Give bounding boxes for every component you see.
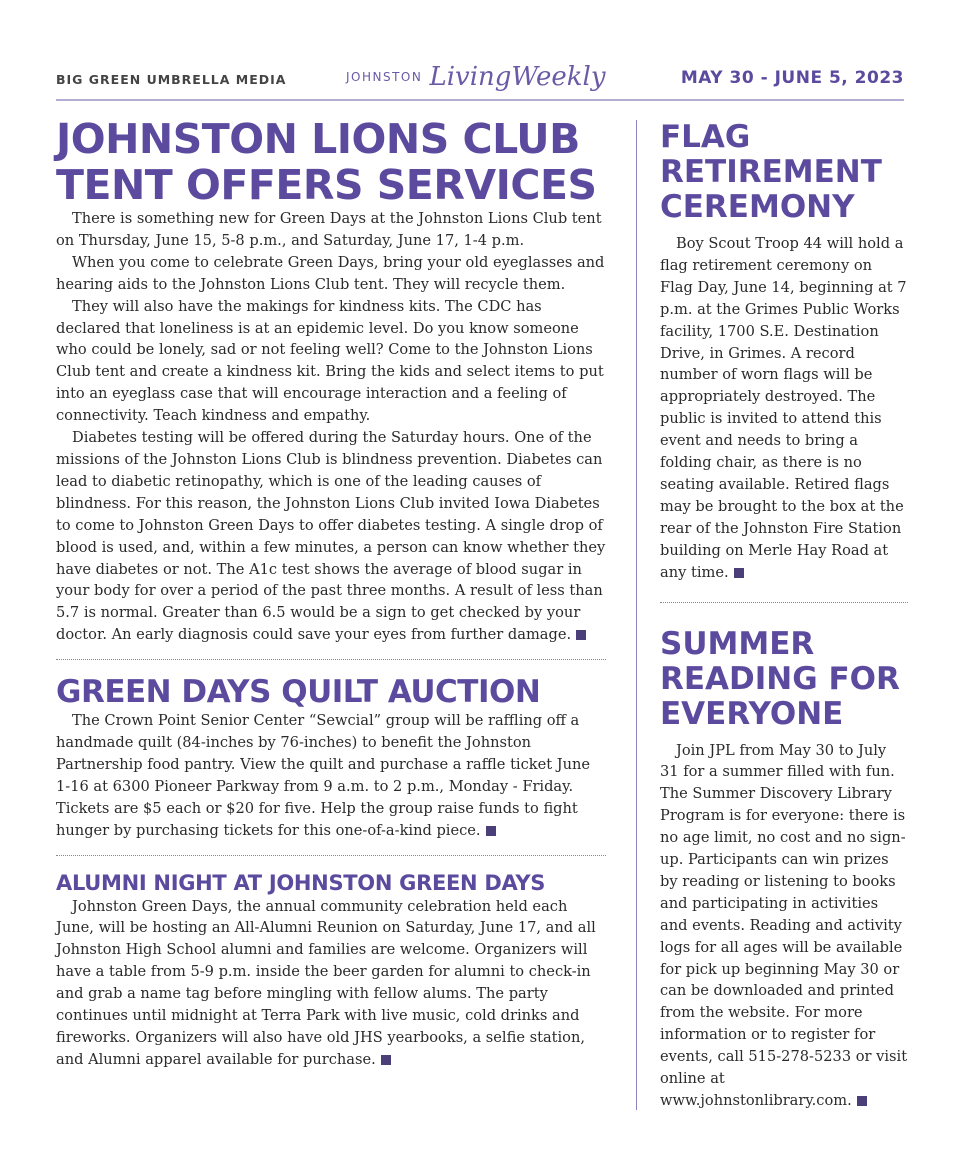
article-headline: SUMMER READING FOR EVERYONE (660, 625, 900, 732)
masthead-title: LivingWeekly (429, 62, 606, 92)
article-headline: ALUMNI NIGHT AT JOHNSTON GREEN DAYS (56, 870, 546, 895)
paragraph-text: Johnston Green Days, the annual community celebration held each June, will be hosting an All-Alumni Reunion on Saturday, June 17, and all Johnston High School alumni and families are welcome. Organizers will have a table from 5-9 p.m. inside the beer garden for alumni to check-in and grab a name tag before mingling with fellow alums. The party continues until midnight at Terra Park with live music, cold drinks and fireworks. Organizers will also have old JHS yearbooks, a selfie station, and Alumni apparel available for purchase. (56, 897, 596, 1068)
publisher-name: BIG GREEN UMBRELLA MEDIA (56, 72, 287, 87)
end-mark-icon (576, 630, 586, 640)
article-lions-club (56, 116, 606, 646)
main-column (56, 116, 606, 1071)
end-mark-icon (486, 826, 496, 836)
dotted-separator (56, 659, 606, 660)
article-paragraph: There is something new for Green Days at the Johnston Lions Club tent on Thursday, June 15, 5-8 p.m., and Saturday, June 17, 1-4 p.m. (56, 210, 602, 249)
column-divider (636, 120, 637, 1110)
article-paragraph (56, 427, 606, 646)
article-paragraph (660, 740, 908, 1112)
end-mark-icon (734, 568, 744, 578)
paragraph-text: Boy Scout Troop 44 will hold a flag retirement ceremony on Flag Day, June 14, beginning at 7 p.m. at the Grimes Public Works facility, 1700 S.E. Destination Drive, in Grimes. A record number of worn flags will be appropriately destroyed. The public is invited to attend this event and needs to bring a folding chair, as there is no seating available. Retired flags may be brought to the box at the rear of the Johnston Fire Station building on Merle Hay Road at any time. (660, 235, 907, 581)
dotted-separator (56, 855, 606, 856)
article-summer-reading (660, 627, 908, 1112)
article-paragraph (660, 233, 908, 584)
page-header (56, 62, 904, 98)
paragraph-text: Diabetes testing will be offered during the Saturday hours. One of the missions of the Johnston Lions Club is blindness prevention. Diabetes can lead to diabetic retinopathy, which is one of the leading causes of blindness. For this reason, the Johnston Lions Club invited Iowa Diabetes to come to Johnston Green Days to offer diabetes testing. A single drop of blood is used, and, within a few minutes, a person can know whether they have diabetes or not. The A1c test shows the average of blood sugar in your body for over a period of the past three months. A result of less than 5.7 is normal. Greater than 6.5 would be a sign to get checked by your doctor. An early diagnosis could save your eyes from further damage. (56, 429, 606, 644)
end-mark-icon (381, 1055, 391, 1065)
article-headline: FLAG RETIREMENT CEREMONY (660, 119, 882, 225)
masthead-logo (346, 62, 606, 92)
article-flag-retirement (660, 120, 908, 584)
article-paragraph (56, 710, 606, 841)
issue-date: MAY 30 - JUNE 5, 2023 (680, 68, 904, 88)
side-column (660, 120, 908, 1112)
article-headline: GREEN DAYS QUILT AUCTION (56, 674, 541, 711)
header-rule (56, 99, 904, 101)
article-paragraph: When you come to celebrate Green Days, bring your old eyeglasses and hearing aids to the Johnston Lions Club tent. They will recycle them. (56, 253, 605, 293)
masthead-city: JOHNSTON (346, 70, 423, 84)
end-mark-icon (857, 1096, 867, 1106)
article-alumni-night (56, 870, 606, 1071)
dotted-separator (660, 602, 908, 603)
article-quilt-auction (56, 674, 606, 841)
paragraph-text: The Crown Point Senior Center “Sewcial” group will be raffling off a handmade quilt (84-inches by 76-inches) to benefit the Johnston Partnership food pantry. View the quilt and purchase a raffle ticket June 1-16 at 6300 Pioneer Parkway from 9 a.m. to 2 p.m., Monday - Friday. Tickets are $5 each or $20 for five. Help the group raise funds to fight hunger by purchasing tickets for this one-of-a-kind piece. (56, 712, 591, 839)
paragraph-text: Join JPL from May 30 to July 31 for a summer filled with fun. The Summer Discovery Library Program is for everyone: there is no age limit, no cost and no sign-up. Participants can win prizes by reading or listening to books and participating in activities and events. Reading and activity logs for all ages will be available for pick up beginning May 30 or can be downloaded and printed from the website. For more information or to register for events, call 515-278-5233 or visit online at www.johnstonlibrary.com. (660, 741, 908, 1109)
article-paragraph (56, 896, 606, 1071)
article-headline: JOHNSTON LIONS CLUB TENT OFFERS SERVICES (56, 115, 597, 209)
article-paragraph: They will also have the makings for kindness kits. The CDC has declared that loneliness is at an epidemic level. Do you know someone who could be lonely, sad or not feeling well? Come to the Johnston Lions Club tent and create a kindness kit. Bring the kids and select items to put into an eyeglass case that will encourage interaction and a feeling of connectivity. Teach kindness and empathy. (56, 297, 604, 425)
